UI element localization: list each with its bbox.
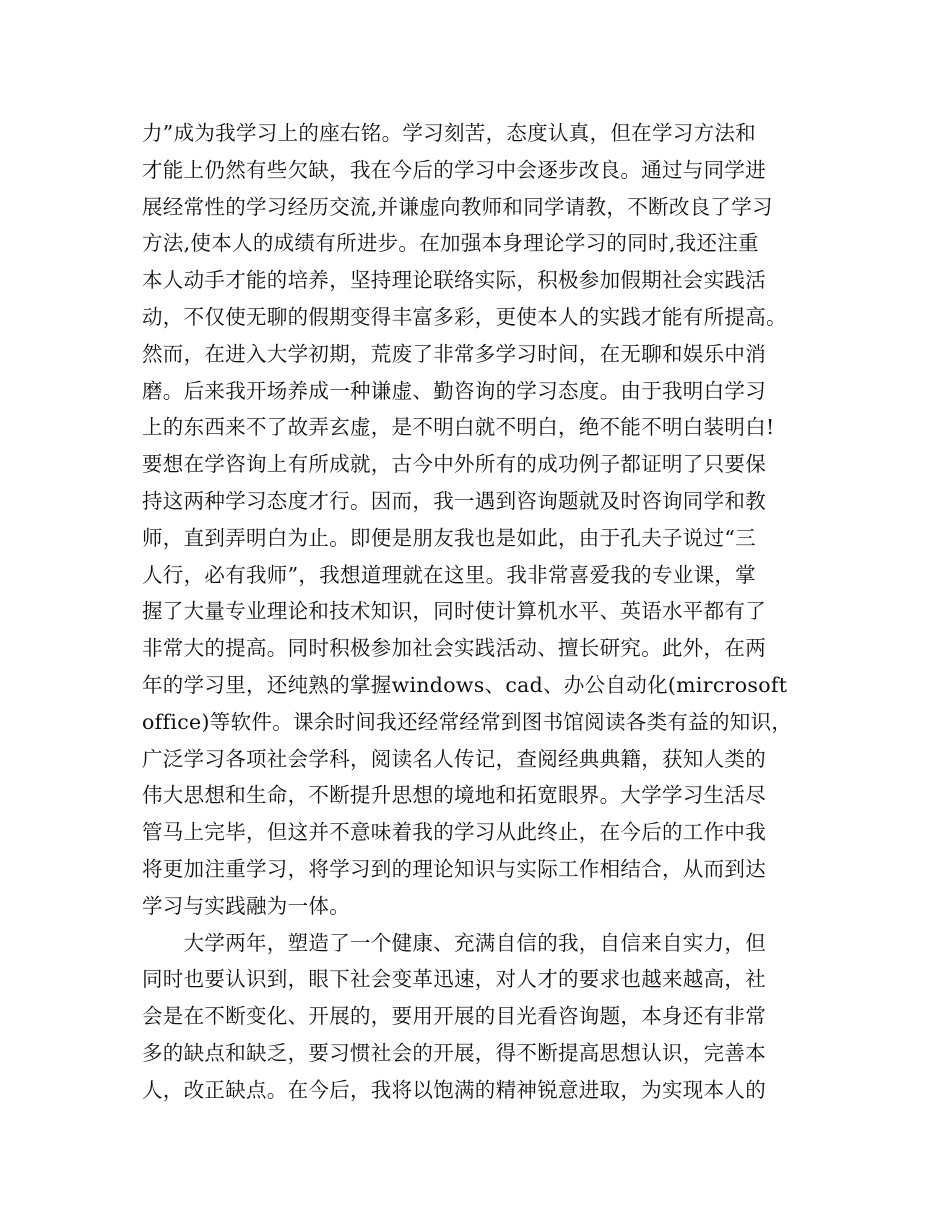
text-line: 将更加注重学习，将学习到的理论知识与实际工作相结合，从而到达 (142, 856, 766, 881)
text-line: 力”成为我学习上的座右铭。学习刻苦，态度认真，但在学习方法和 (142, 121, 756, 145)
text-line: 多的缺点和缺乏，要习惯社会的开展，得不断提高思想认识，完善本 (142, 1040, 766, 1065)
document-body (142, 115, 822, 1109)
text-line: 伟大思想和生命，不断提升思想的境地和拓宽眼界。大学学习生活尽 (142, 783, 766, 808)
text-line: 才能上仍然有些欠缺，我在今后的学习中会逐步改良。通过与同学进 (142, 157, 766, 182)
text-line: 学习与实践融为一体。 (142, 893, 350, 918)
text-line: office)等软件。课余时间我还经常经常到图书馆阅读各类有益的知识， (142, 709, 793, 734)
text-line: 非常大的提高。同时积极参加社会实践活动、擅长研究。此外，在两 (142, 636, 766, 661)
text-line: 持这两种学习态度才行。因而，我一遇到咨询题就及时咨询同学和教 (142, 488, 766, 513)
text-line: 广泛学习各项社会学科，阅读名人传记，查阅经典典籍，获知人类的 (142, 746, 766, 771)
paragraph-start-line: 大学两年，塑造了一个健康、充满自信的我，自信来自实力，但 (142, 930, 766, 955)
text-line: 管马上完毕，但这并不意味着我的学习从此终止，在今后的工作中我 (142, 820, 766, 845)
text-line: 同时也要认识到，眼下社会变革迅速，对人才的要求也越来越高，社 (142, 967, 766, 992)
text-line: 人行，必有我师”，我想道理就在这里。我非常喜爱我的专业课，掌 (142, 562, 756, 587)
text-line: 动，不仅使无聊的假期变得丰富多彩，更使本人的实践才能有所提高。 (142, 304, 787, 329)
text-line: 展经常性的学习经历交流,并谦虚向教师和同学请教，不断改良了学习 (142, 194, 773, 219)
text-line: 年的学习里，还纯熟的掌握windows、cad、办公自动化(mircrosoft (142, 672, 788, 697)
text-line: 然而，在进入大学初期，荒废了非常多学习时间，在无聊和娱乐中消 (142, 341, 766, 366)
text-line: 方法,使本人的成绩有所进步。在加强本身理论学习的同时,我还注重 (142, 231, 759, 256)
text-line: 要想在学咨询上有所成就，古今中外所有的成功例子都证明了只要保 (142, 452, 766, 477)
text-line: 上的东西来不了故弄玄虚，是不明白就不明白，绝不能不明白装明白! (142, 415, 775, 440)
text-line: 师，直到弄明白为止。即便是朋友我也是如此，由于孔夫子说过“三 (142, 525, 756, 550)
text-line: 磨。后来我开场养成一种谦虚、勤咨询的学习态度。由于我明白学习 (142, 378, 766, 403)
text-line: 本人动手才能的培养，坚持理论联络实际，积极参加假期社会实践活 (142, 268, 766, 293)
text-line: 握了大量专业理论和技术知识，同时使计算机水平、英语水平都有了 (142, 599, 766, 624)
text-line: 会是在不断变化、开展的，要用开展的目光看咨询题，本身还有非常 (142, 1004, 766, 1029)
text-line: 人，改正缺点。在今后，我将以饱满的精神锐意进取，为实现本人的 (142, 1077, 766, 1102)
